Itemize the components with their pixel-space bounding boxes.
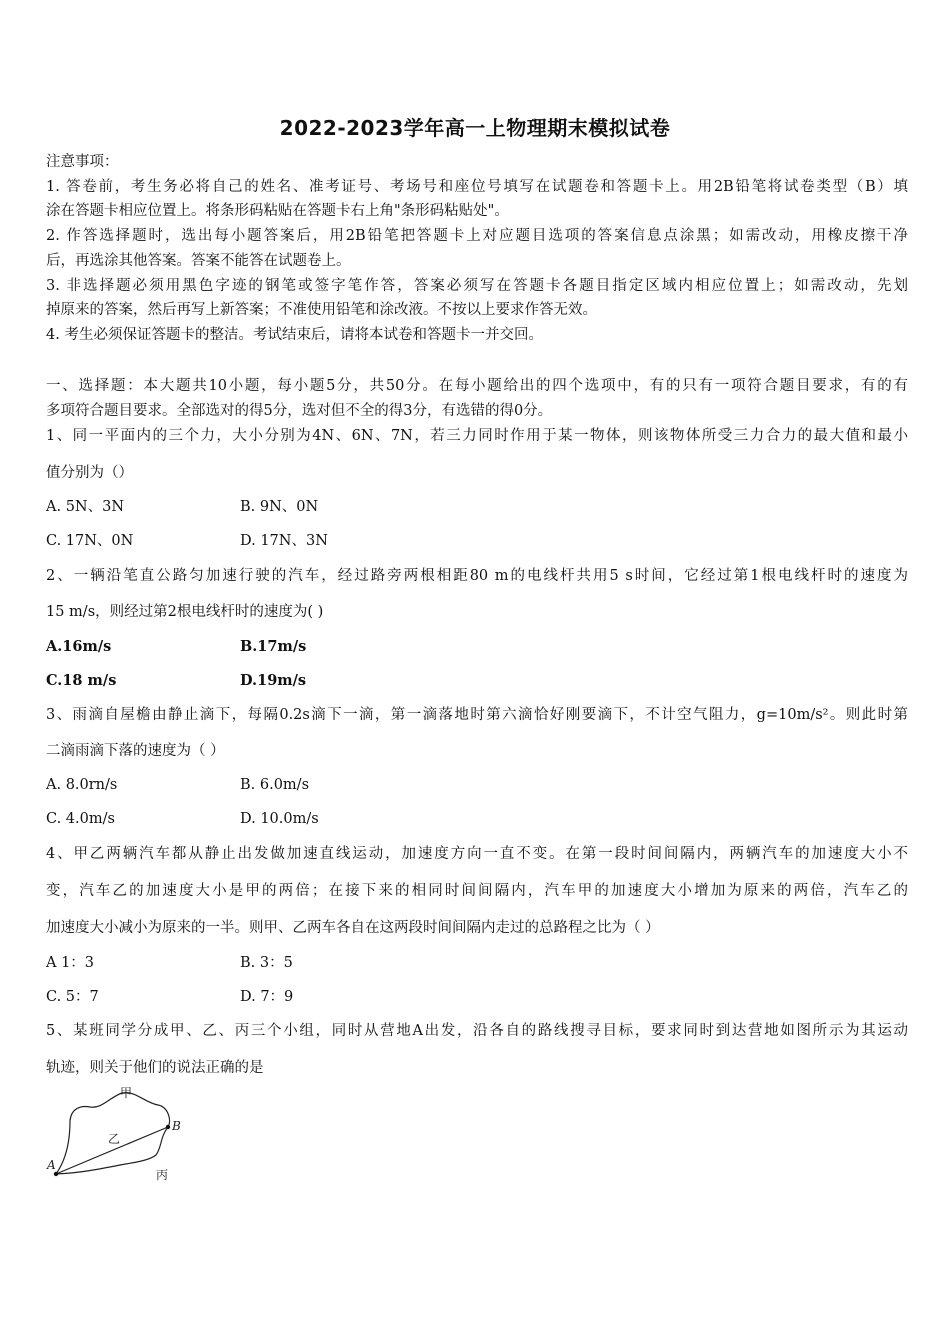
notice-heading: 注意事项： (46, 154, 119, 170)
q2-option-b: B.17m/s (240, 638, 307, 655)
q4-option-a: A 1：3 (46, 955, 95, 971)
q3-line-2: 二滴雨滴下落的速度为（ ） (46, 743, 225, 759)
q1-option-c: C. 17N、0N (46, 533, 134, 549)
label-bing: 丙 (156, 1168, 169, 1182)
q3-option-c: C. 4.0m/s (46, 811, 115, 827)
q2-option-c: C.18 m/s (46, 672, 117, 689)
q2-option-d: D.19m/s (240, 672, 307, 689)
notice-line-7: 4. 考生必须保证答题卡的整洁。考试结束后，请将本试卷和答题卡一并交回。 (46, 327, 543, 343)
q4-line-3: 加速度大小减小为原来的一半。则甲、乙两车各自在这两段时间间隔内走过的总路程之比为（ ） (46, 920, 660, 936)
q1-option-a: A. 5N、3N (46, 499, 125, 515)
section-line-2: 多项符合题目要求。全部选对的得5分，选对但不全的得3分，有选错的得0分。 (46, 403, 553, 419)
q5-line-2: 轨迹，则关于他们的说法正确的是 (46, 1060, 264, 1076)
exam-title: 2022-2023学年高一上物理期末模拟试卷 (279, 116, 671, 140)
label-jia: 甲 (120, 1086, 133, 1100)
q3-line-1: 3、雨滴自屋檐由静止滴下，每隔0.2s滴下一滴，第一滴落地时第六滴恰好刚要滴下，不计空气阻力，g=10m/s²。则此时第 (46, 707, 908, 723)
q2-line-1: 2、一辆沿笔直公路匀加速行驶的汽车，经过路旁两根相距80 m的电线杆共用5 s时间，它经过第1根电线杆时的速度为 (46, 568, 908, 584)
label-a: A (47, 1158, 56, 1172)
point-b (166, 1125, 170, 1129)
notice-line-4: 后，再选涂其他答案。答案不能答在试题卷上。 (46, 253, 351, 269)
notice-line-2: 涂在答题卡相应位置上。将条形码粘贴在答题卡右上角"条形码粘贴处"。 (46, 203, 509, 219)
section-line-1: 一、选择题：本大题共10小题，每小题5分，共50分。在每小题给出的四个选项中，有的只有一项符合题目要求，有的有 (46, 378, 908, 394)
notice-line-3: 2. 作答选择题时，选出每小题答案后，用2B铅笔把答题卡上对应题目选项的答案信息点涂黑；如需改动，用橡皮擦干净 (46, 228, 908, 244)
q1-option-d: D. 17N、3N (240, 533, 328, 549)
label-yi: 乙 (108, 1132, 121, 1146)
q5-line-1: 5、某班同学分成甲、乙、丙三个小组，同时从营地A出发，沿各自的路线搜寻目标，要求同时到达营地如图所示为其运动 (46, 1023, 908, 1039)
q2-line-2: 15 m/s，则经过第2根电线杆时的速度为( ) (46, 604, 324, 620)
q4-option-b: B. 3：5 (240, 955, 293, 971)
q4-option-d: D. 7：9 (240, 989, 294, 1005)
q3-option-a: A. 8.0rn/s (46, 777, 118, 793)
q1-line-2: 值分别为（） (46, 465, 133, 481)
q4-line-2: 变，汽车乙的加速度大小是甲的两倍；在接下来的相同时间间隔内，汽车甲的加速度大小增加为原来的两倍，汽车乙的 (46, 883, 908, 899)
notice-line-5: 3. 非选择题必须用黑色字迹的钢笔或签字笔作答，答案必须写在答题卡各题目指定区域内相应位置上；如需改动，先划 (46, 278, 908, 294)
q3-option-d: D. 10.0m/s (240, 811, 319, 827)
trajectory-figure (40, 1085, 200, 1185)
q3-option-b: B. 6.0m/s (240, 777, 310, 793)
point-a (54, 1172, 58, 1176)
notice-line-6: 掉原来的答案，然后再写上新答案；不准使用铅笔和涂改液。不按以上要求作答无效。 (46, 302, 597, 318)
q2-option-a: A.16m/s (46, 638, 112, 655)
notice-line-1: 1. 答卷前，考生务必将自己的姓名、准考证号、考场号和座位号填写在试题卷和答题卡上。用2B铅笔将试卷类型（B）填 (46, 179, 908, 195)
q1-line-1: 1、同一平面内的三个力，大小分别为4N、6N、7N，若三力同时作用于某一物体，则该物体所受三力合力的最大值和最小 (46, 428, 908, 444)
label-b: B (172, 1119, 181, 1133)
q4-option-c: C. 5：7 (46, 989, 99, 1005)
q1-option-b: B. 9N、0N (240, 499, 319, 515)
q4-line-1: 4、甲乙两辆汽车都从静止出发做加速直线运动，加速度方向一直不变。在第一段时间间隔内，两辆汽车的加速度大小不 (46, 846, 908, 862)
